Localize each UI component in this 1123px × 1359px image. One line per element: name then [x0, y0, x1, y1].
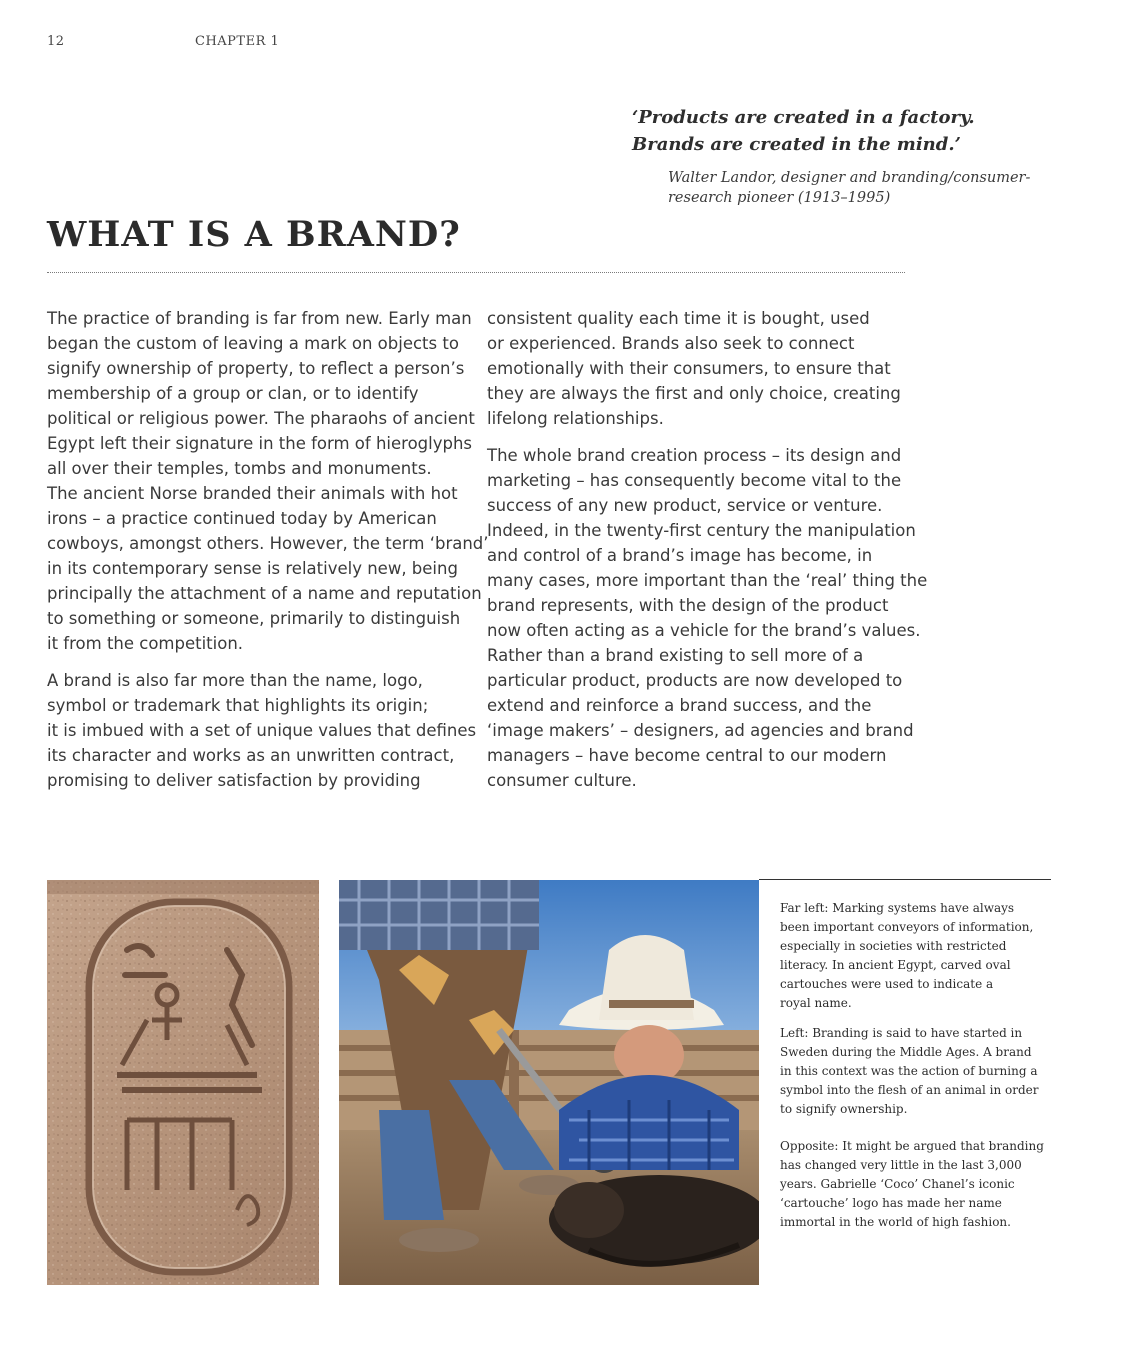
- quote-attribution: [668, 168, 1048, 208]
- branding-illustration: [339, 880, 759, 1285]
- attribution-line: Walter Landor, designer and branding/consumer-: [668, 170, 1031, 186]
- text-line: emotionally with their consumers, to ensure that: [487, 359, 891, 378]
- paragraph-gap: [487, 431, 912, 443]
- caption-line: years. Gabrielle ‘Coco’ Chanel’s iconic: [780, 1177, 1015, 1191]
- caption-line: Opposite: It might be argued that branding: [780, 1139, 1044, 1153]
- text-line: brand represents, with the design of the product: [487, 596, 889, 615]
- text-line: or experienced. Brands also seek to connect: [487, 334, 855, 353]
- text-line: signify ownership of property, to reflect a person’s: [47, 359, 465, 378]
- caption-line: to signify ownership.: [780, 1102, 908, 1116]
- text-line: symbol or trademark that highlights its origin;: [47, 696, 429, 715]
- text-line: in its contemporary sense is relatively new, being: [47, 559, 458, 578]
- page-title: WHAT IS A BRAND?: [47, 214, 461, 255]
- caption-gap: [780, 1119, 1050, 1137]
- text-line: and control of a brand’s image has become, in: [487, 546, 873, 565]
- caption-line: immortal in the world of high fashion.: [780, 1215, 1011, 1229]
- text-line: A brand is also far more than the name, logo,: [47, 671, 423, 690]
- text-line: extend and reinforce a brand success, and the: [487, 696, 872, 715]
- paragraph: [47, 668, 477, 793]
- text-line: Indeed, in the twenty-first century the manipulation: [487, 521, 916, 540]
- title-divider: [47, 272, 905, 273]
- text-line: ‘image makers’ – designers, ad agencies and brand: [487, 721, 914, 740]
- caption-line: ‘cartouche’ logo has made her name: [780, 1196, 1002, 1210]
- text-line: they are always the first and only choice, creating: [487, 384, 901, 403]
- caption-far-left: [780, 899, 1050, 1013]
- text-line: irons – a practice continued today by American: [47, 509, 437, 528]
- text-line: consistent quality each time it is bought, used: [487, 309, 870, 328]
- quote-line: ‘Products are created in a factory.: [632, 107, 975, 128]
- text-line: promising to deliver satisfaction by providing: [47, 771, 421, 790]
- text-line: now often acting as a vehicle for the brand’s values.: [487, 621, 921, 640]
- caption-left: [780, 1024, 1050, 1119]
- text-line: managers – have become central to our modern: [487, 746, 887, 765]
- caption-line: cartouches were used to indicate a: [780, 977, 994, 991]
- text-line: The ancient Norse branded their animals with hot: [47, 484, 458, 503]
- caption-gap: [780, 1013, 1050, 1024]
- text-line: consumer culture.: [487, 771, 637, 790]
- page-number: 12: [47, 34, 65, 49]
- paragraph: [47, 306, 489, 656]
- pull-quote: [632, 104, 1072, 158]
- text-line: political or religious power. The pharaohs of ancient: [47, 409, 475, 428]
- text-line: Egypt left their signature in the form of hieroglyphs: [47, 434, 473, 453]
- quote-line: Brands are created in the mind.’: [632, 134, 961, 155]
- text-line: Rather than a brand existing to sell more of a: [487, 646, 864, 665]
- caption-line: Left: Branding is said to have started in: [780, 1026, 1023, 1040]
- caption-line: been important conveyors of information,: [780, 920, 1034, 934]
- cartouche-photo: [47, 880, 319, 1285]
- caption-line: Far left: Marking systems have always: [780, 901, 1015, 915]
- text-line: many cases, more important than the ‘real’ thing the: [487, 571, 928, 590]
- body-column-left: [47, 306, 489, 793]
- caption-line: in this context was the action of burning a: [780, 1064, 1038, 1078]
- text-line: it is imbued with a set of unique values that defines: [47, 721, 477, 740]
- text-line: began the custom of leaving a mark on objects to: [47, 334, 459, 353]
- paragraph: [487, 443, 928, 793]
- text-line: principally the attachment of a name and reputation: [47, 584, 482, 603]
- text-line: The practice of branding is far from new. Early man: [47, 309, 472, 328]
- body-column-right: [487, 306, 928, 793]
- text-line: The whole brand creation process – its design and: [487, 446, 902, 465]
- text-line: all over their temples, tombs and monuments.: [47, 459, 432, 478]
- text-line: particular product, products are now developed to: [487, 671, 903, 690]
- text-line: it from the competition.: [47, 634, 244, 653]
- attribution-line: research pioneer (1913–1995): [668, 190, 891, 206]
- cartouche-illustration: [47, 880, 319, 1285]
- paragraph-gap: [47, 656, 477, 668]
- text-line: membership of a group or clan, or to identify: [47, 384, 419, 403]
- caption-line: royal name.: [780, 996, 852, 1010]
- captions-block: [780, 899, 1050, 1232]
- branding-photo: [339, 880, 759, 1285]
- caption-line: symbol into the flesh of an animal in order: [780, 1083, 1039, 1097]
- caption-opposite: [780, 1137, 1050, 1232]
- text-line: cowboys, amongst others. However, the term ‘brand’: [47, 534, 489, 553]
- caption-line: has changed very little in the last 3,000: [780, 1158, 1022, 1172]
- caption-line: Sweden during the Middle Ages. A brand: [780, 1045, 1032, 1059]
- text-line: marketing – has consequently become vital to the: [487, 471, 902, 490]
- caption-divider: [759, 879, 1051, 880]
- text-line: success of any new product, service or venture.: [487, 496, 883, 515]
- caption-line: literacy. In ancient Egypt, carved oval: [780, 958, 1011, 972]
- chapter-label: CHAPTER 1: [195, 34, 280, 49]
- text-line: its character and works as an unwritten contract,: [47, 746, 455, 765]
- text-line: to something or someone, primarily to distinguish: [47, 609, 461, 628]
- caption-line: especially in societies with restricted: [780, 939, 1007, 953]
- paragraph: [487, 306, 912, 431]
- text-line: lifelong relationships.: [487, 409, 664, 428]
